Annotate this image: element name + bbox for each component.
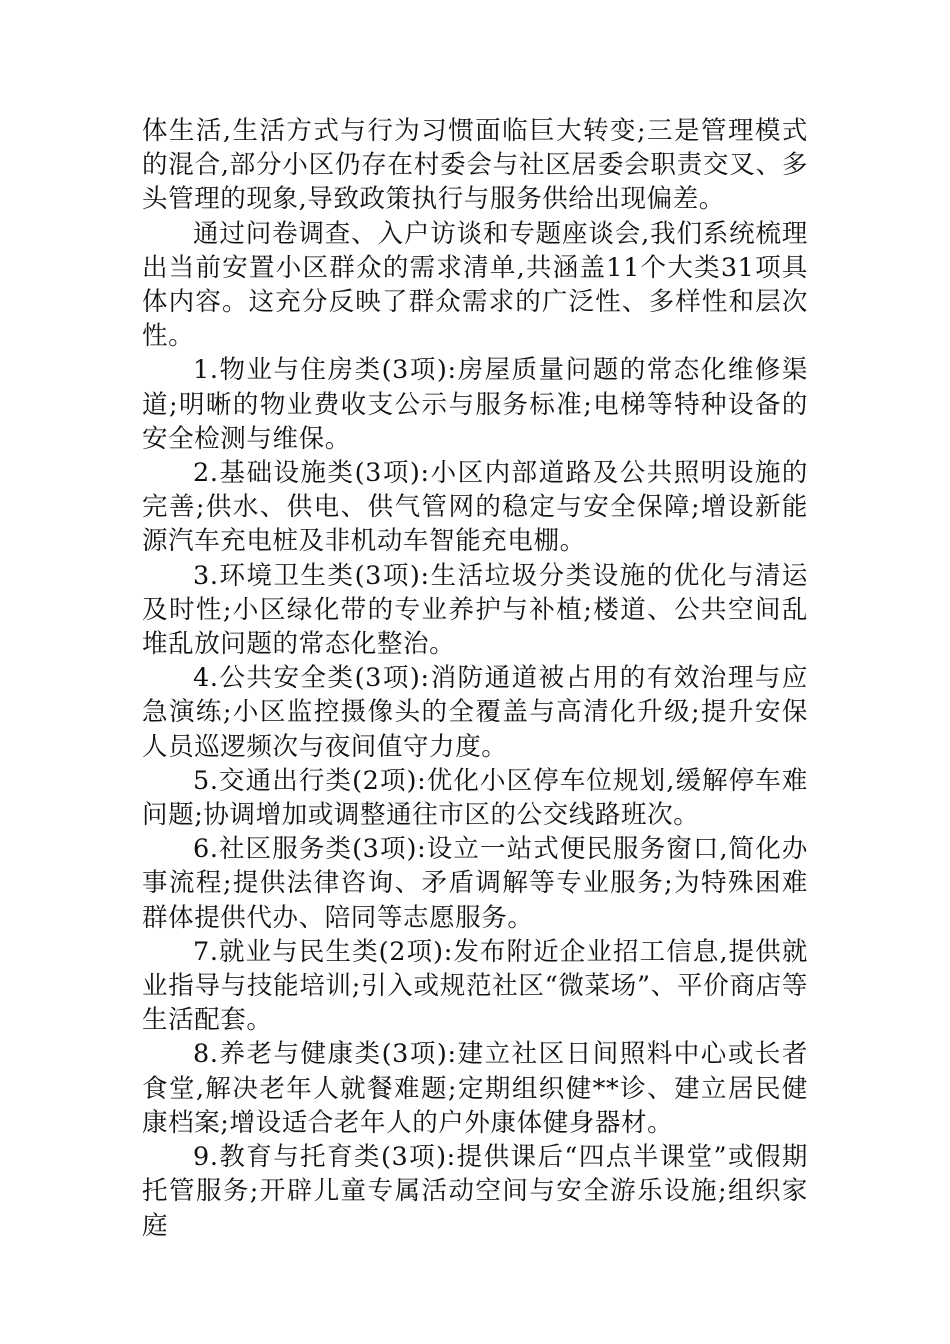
paragraph-item-5: 5.交通出行类(2项):优化小区停车位规划,缓解停车难问题;协调增加或调整通往市区的公交线路班次。 xyxy=(142,765,808,831)
paragraph-item-9: 9.教育与托育类(3项):提供课后“四点半课堂”或假期托管服务;开辟儿童专属活动空间与安全游乐设施;组织家庭 xyxy=(142,1142,808,1241)
paragraph-item-6: 6.社区服务类(3项):设立一站式便民服务窗口,简化办事流程;提供法律咨询、矛盾调解等专业服务;为特殊困难群体提供代办、陪同等志愿服务。 xyxy=(142,834,808,933)
document-body xyxy=(142,114,808,1243)
paragraph-item-7: 7.就业与民生类(2项):发布附近企业招工信息,提供就业指导与技能培训;引入或规范社区“微菜场”、平价商店等生活配套。 xyxy=(142,936,808,1036)
paragraph-item-1: 1.物业与住房类(3项):房屋质量问题的常态化维修渠道;明晰的物业费收支公示与服务标准;电梯等特种设备的安全检测与维保。 xyxy=(142,355,808,454)
paragraph-item-3: 3.环境卫生类(3项):生活垃圾分类设施的优化与清运及时性;小区绿化带的专业养护与补植;楼道、公共空间乱堆乱放问题的常态化整治。 xyxy=(142,560,808,660)
paragraph-item-4: 4.公共安全类(3项):消防通道被占用的有效治理与应急演练;小区监控摄像头的全覆盖与高清化升级;提升安保人员巡逻频次与夜间值守力度。 xyxy=(142,663,808,762)
paragraph-continued: 体生活,生活方式与行为习惯面临巨大转变;三是管理模式的混合,部分小区仍存在村委会与社区居委会职责交叉、多头管理的现象,导致政策执行与服务供给出现偏差。 xyxy=(142,116,808,215)
paragraph-item-2: 2.基础设施类(3项):小区内部道路及公共照明设施的完善;供水、供电、供气管网的稳定与安全保障;增设新能源汽车充电桩及非机动车智能充电棚。 xyxy=(142,458,808,557)
paragraph-item-8: 8.养老与健康类(3项):建立社区日间照料中心或长者食堂,解决老年人就餐难题;定期组织健**诊、建立居民健康档案;增设适合老年人的户外康体健身器材。 xyxy=(142,1039,808,1138)
paragraph-intro: 通过问卷调查、入户访谈和专题座谈会,我们系统梳理出当前安置小区群众的需求清单,共涵盖11个大类31项具体内容。这充分反映了群众需求的广泛性、多样性和层次性。 xyxy=(142,218,808,352)
